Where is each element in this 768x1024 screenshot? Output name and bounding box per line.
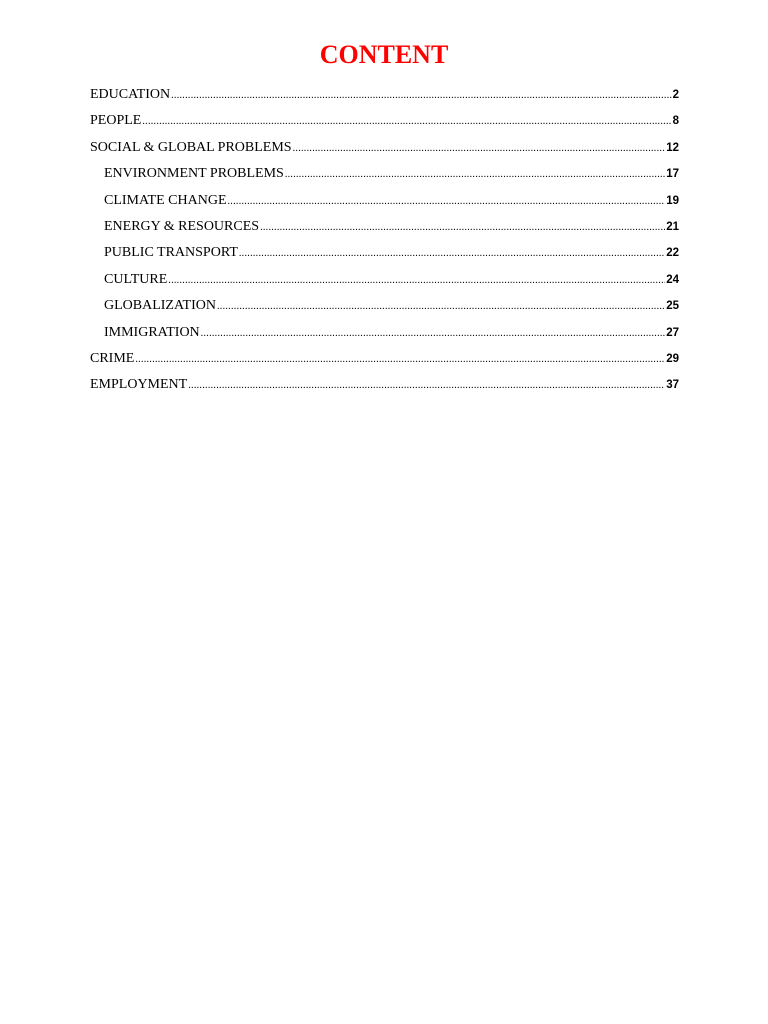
toc-entry-label: IMMIGRATION xyxy=(104,324,200,340)
toc-entry[interactable] xyxy=(90,137,679,163)
toc-entry-label: PEOPLE xyxy=(90,113,142,129)
toc-entry-label: ENVIRONMENT PROBLEMS xyxy=(104,166,284,182)
toc-subentry[interactable] xyxy=(90,216,679,242)
toc-dot-leader xyxy=(168,270,665,292)
toc-subentry[interactable] xyxy=(90,163,679,189)
toc-page-number: 8 xyxy=(672,115,679,128)
toc-entry[interactable] xyxy=(90,110,679,136)
toc-dot-leader xyxy=(285,164,665,186)
toc-page-number: 24 xyxy=(666,273,679,286)
toc-dot-leader xyxy=(171,85,671,107)
toc-page-number: 25 xyxy=(666,300,679,313)
toc-entry-label: EMPLOYMENT xyxy=(90,377,188,393)
toc-dot-leader xyxy=(260,217,665,239)
toc-entry-label: CLIMATE CHANGE xyxy=(104,192,227,208)
toc-subentry[interactable] xyxy=(90,242,679,268)
toc-page-number: 12 xyxy=(666,141,679,154)
toc-entry[interactable] xyxy=(90,84,679,110)
toc-page-number: 37 xyxy=(666,379,679,392)
toc-entry-label: CRIME xyxy=(90,350,135,366)
toc-entry[interactable] xyxy=(90,374,679,400)
toc-page-number: 21 xyxy=(666,220,679,233)
toc-page-number: 22 xyxy=(666,247,679,260)
toc-subentry[interactable] xyxy=(90,269,679,295)
toc-entry-label: SOCIAL & GLOBAL PROBLEMS xyxy=(90,139,292,155)
toc-dot-leader xyxy=(293,138,666,160)
toc-page-number: 27 xyxy=(666,326,679,339)
toc-title: CONTENT xyxy=(319,40,449,69)
toc-page-number: 19 xyxy=(666,194,679,207)
toc-page-number: 29 xyxy=(666,352,679,365)
toc-entry-label: ENERGY & RESOURCES xyxy=(104,218,260,234)
toc-entry-label: GLOBALIZATION xyxy=(104,298,216,314)
toc-dot-leader xyxy=(188,375,665,397)
toc-dot-leader xyxy=(201,323,666,345)
toc-dot-leader xyxy=(228,191,666,213)
table-of-contents xyxy=(90,84,679,401)
toc-page-number: 2 xyxy=(672,89,679,101)
toc-dot-leader xyxy=(142,111,671,133)
toc-entry[interactable] xyxy=(90,348,679,374)
toc-subentry[interactable] xyxy=(90,295,679,321)
toc-subentry[interactable] xyxy=(90,190,679,216)
toc-subentry[interactable] xyxy=(90,322,679,348)
toc-dot-leader xyxy=(217,296,665,318)
toc-page-number: 17 xyxy=(666,168,679,181)
toc-dot-leader xyxy=(239,243,665,265)
toc-entry-label: PUBLIC TRANSPORT xyxy=(104,245,238,261)
toc-entry-label: CULTURE xyxy=(104,271,168,287)
toc-entry-label: EDUCATION xyxy=(90,87,171,102)
toc-dot-leader xyxy=(135,349,665,371)
